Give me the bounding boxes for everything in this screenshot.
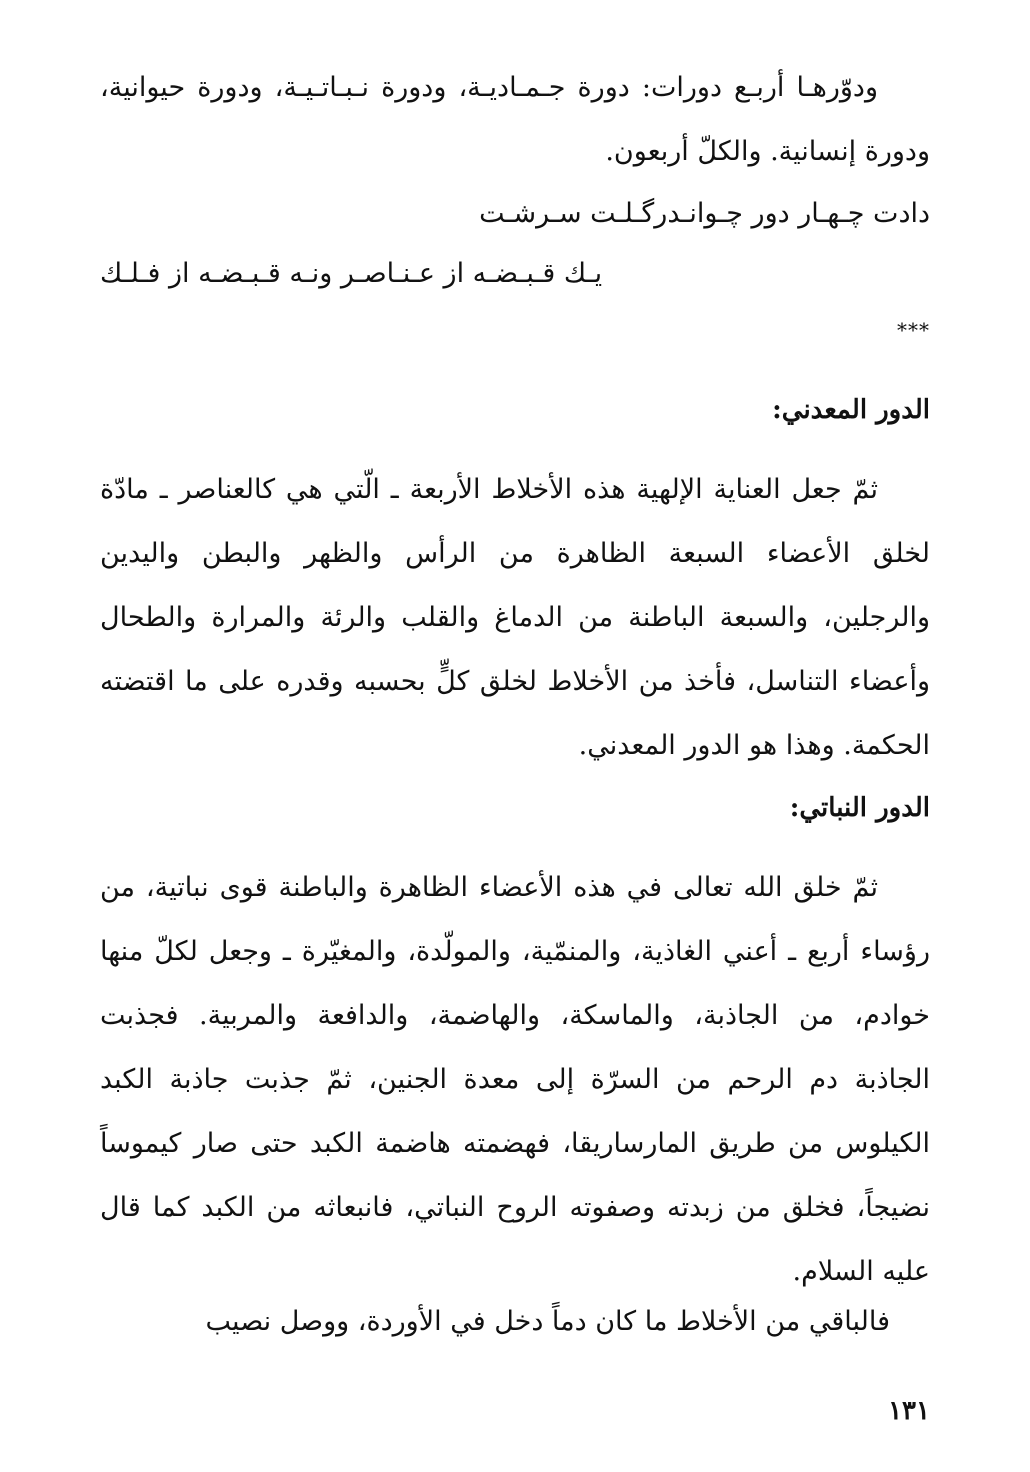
persian-verse-line-1: دادت چـهـار دور چـوانـدرگـلـت سـرشـت [479,198,930,229]
book-page [100,0,930,1472]
intro-paragraph: ودوّرهـا أربـع دورات: دورة جـمـاديـة، ودورة نـبـاتـيـة، ودورة حيوانية، ودورة إنسانية. والكلّ أربعون. [100,72,930,167]
heading-vegetative-stage: الدور النباتي: [789,793,930,823]
heading-mineral-stage: الدور المعدني: [772,395,930,425]
page-number: ١٣١ [888,1396,930,1426]
paragraph-vegetative-stage: ثمّ خلق الله تعالى في هذه الأعضاء الظاهرة والباطنة قوى نباتية، من رؤساء أربع ـ أعني الغاذية، والمنمّية، والمولّدة، والمغيّرة ـ وجعل لكلّ منها خوادم، من الجاذبة، والماسكة، والهاضمة، والدافعة والمربية. فجذبت الجاذبة دم الرحم من السرّة إلى معدة الجنين، ثمّ جذبت جاذبة الكبد الكيلوس من طريق المارساريقا، فهضمته هاضمة الكبد حتى صار كيموساً نضيجاً، فخلق من زبدته وصفوته الروح النباتي، فانبعاثه من الكبد كما قال عليه السلام. [100,872,930,1287]
persian-verse-line-2: يـك قـبـضـه از عـنـاصـر ونـه قـبـضـه از فـلـك [100,258,603,289]
section-separator: *** [897,318,930,342]
paragraph-mineral-stage: ثمّ جعل العناية الإلهية هذه الأخلاط الأربعة ـ الّتي هي كالعناصر ـ مادّة لخلق الأعضاء السبعة الظاهرة من الرأس والظهر والبطن واليدين والرجلين، والسبعة الباطنة من الدماغ والقلب والرئة والمرارة والطحال وأعضاء التناسل، فأخذ من الأخلاط لخلق كلٍّ بحسبه وقدره على ما اقتضته الحكمة. وهذا هو الدور المعدني. [100,474,930,761]
paragraph-continuation: فالباقي من الأخلاط ما كان دماً دخل في الأوردة، ووصل نصيب [205,1306,890,1337]
